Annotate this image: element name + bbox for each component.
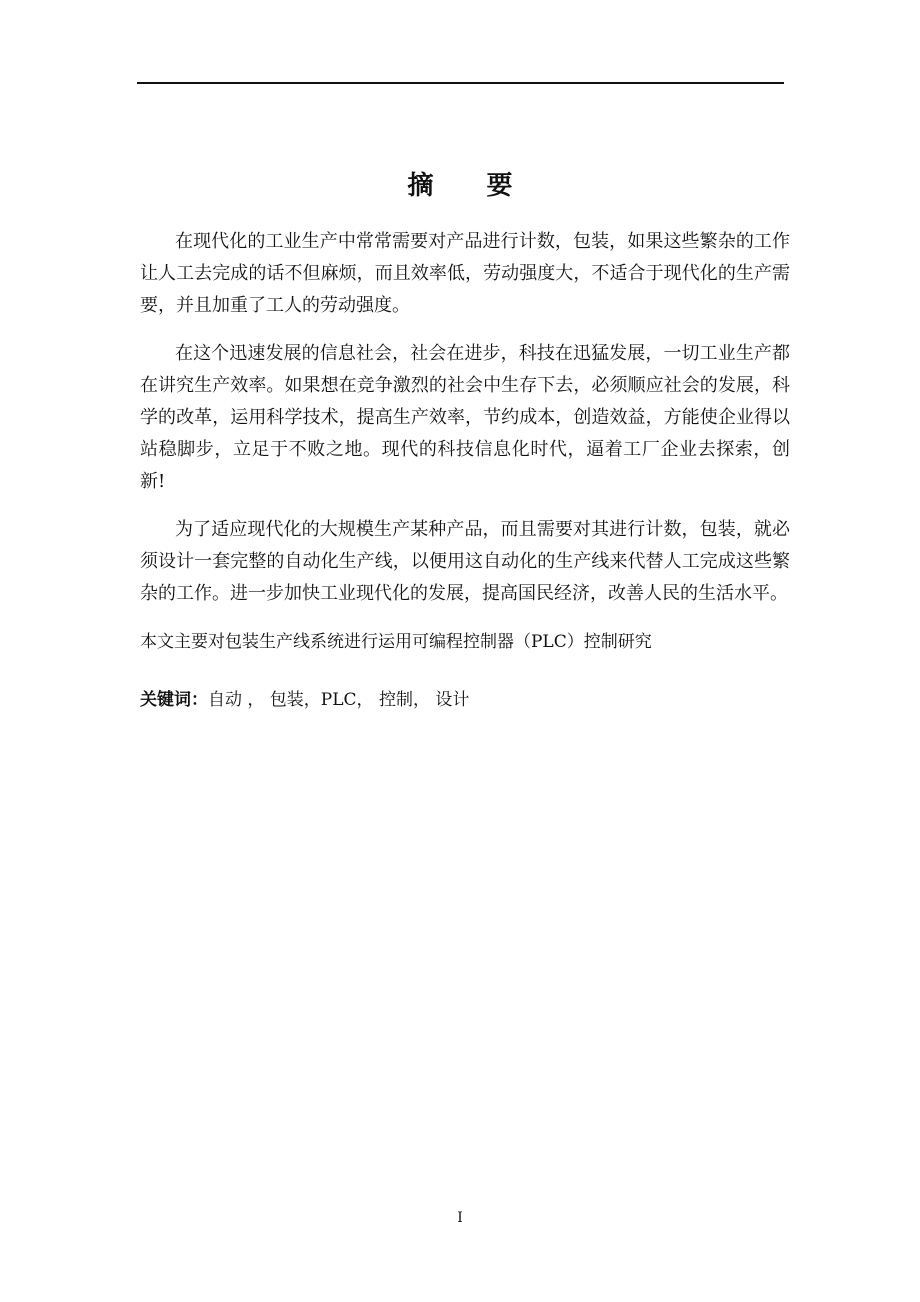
- abstract-paragraph-3: 为了适应现代化的大规模生产某种产品，而且需要对其进行计数，包装，就必须设计一套完整的自动化生产线，以便用这自动化的生产线来代替人工完成这些繁杂的工作。进一步加快工业现代化的发展，提高国民经济，改善人民的生活水平。: [140, 519, 790, 604]
- header-rule: [137, 82, 784, 84]
- keywords-line: [140, 684, 790, 716]
- abstract-paragraph-1: 在现代化的工业生产中常常需要对产品进行计数，包装，如果这些繁杂的工作让人工去完成的话不但麻烦，而且效率低，劳动强度大，不适合于现代化的生产需要，并且加重了工人的劳动强度。: [140, 231, 790, 316]
- page-number: I: [457, 1210, 463, 1226]
- summary-line: 本文主要对包装生产线系统进行运用可编程控制器（PLC）控制研究: [140, 632, 652, 652]
- keywords-label: 关键词：: [140, 690, 208, 710]
- abstract-paragraph-2: 在这个迅速发展的信息社会，社会在进步，科技在迅猛发展，一切工业生产都在讲究生产效率。如果想在竞争激烈的社会中生存下去，必须顺应社会的发展，科学的改革，运用科学技术，提高生产效率，节约成本，创造效益，方能使企业得以站稳脚步，立足于不败之地。现代的科技信息化时代，逼着工厂企业去探索，创新!: [140, 343, 790, 492]
- page-title: 摘 要: [407, 171, 535, 201]
- keywords-text: 自动 ， 包装，PLC， 控制， 设计: [208, 690, 470, 710]
- abstract-body: [140, 226, 790, 716]
